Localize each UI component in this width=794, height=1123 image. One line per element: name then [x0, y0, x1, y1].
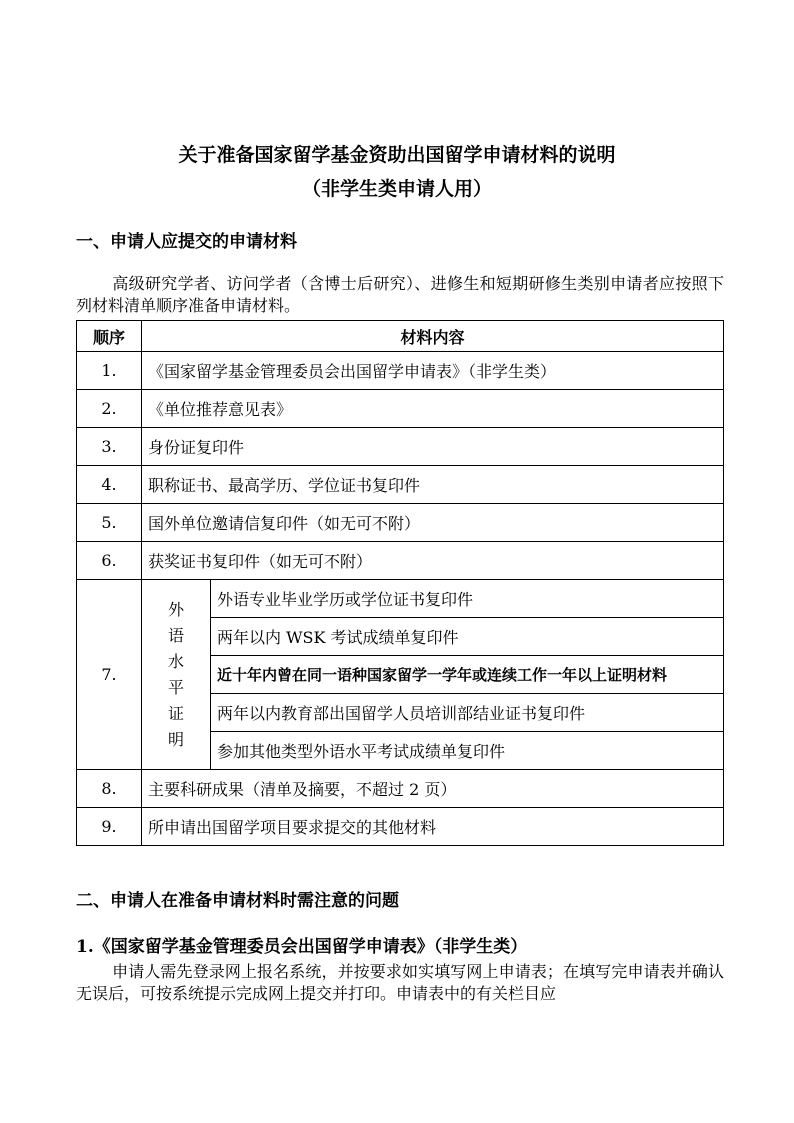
row-content: 职称证书、最高学历、学位证书复印件 [142, 466, 724, 504]
row-content: 国外单位邀请信复印件（如无可不附） [142, 504, 724, 542]
language-proof-category [142, 580, 211, 770]
language-proof-item: 参加其他类型外语水平考试成绩单复印件 [211, 732, 724, 770]
header-content: 材料内容 [142, 321, 724, 352]
row-number: 7. [77, 580, 142, 770]
document-subtitle: （非学生类申请人用） [301, 178, 492, 200]
section-heading-2: 二、申请人在准备申请材料时需注意的问题 [76, 891, 399, 911]
category-label: 外语水平证明 [168, 599, 185, 749]
row-content: 《单位推荐意见表》 [142, 390, 724, 428]
row-number: 1. [77, 352, 142, 390]
table-row [77, 808, 724, 846]
language-proof-item: 两年以内 WSK 考试成绩单复印件 [211, 618, 724, 656]
table-row [77, 542, 724, 580]
row-number: 8. [77, 770, 142, 808]
row-number: 2. [77, 390, 142, 428]
row-content: 所申请出国留学项目要求提交的其他材料 [142, 808, 724, 846]
language-proof-item: 近十年内曾在同一语种国家留学一学年或连续工作一年以上证明材料 [211, 656, 724, 694]
subsection-heading-1: 1.《国家留学基金管理委员会出国留学申请表》（非学生类） [76, 937, 528, 957]
row-number: 3. [77, 428, 142, 466]
intro-text: 高级研究学者、访问学者（含博士后研究）、进修生和短期研修生类别申请者应按照下列材料清单顺序准备申请材料。 [76, 274, 724, 315]
section-heading-1: 一、申请人应提交的申请材料 [76, 232, 297, 252]
header-order: 顺序 [77, 321, 142, 352]
materials-table [76, 320, 724, 846]
language-proof-item: 外语专业毕业学历或学位证书复印件 [211, 580, 724, 618]
instruction-text: 申请人需先登录网上报名系统，并按要求如实填写网上申请表；在填写完申请表并确认无误后，可按系统提示完成网上提交并打印。申请表中的有关栏目应 [76, 962, 724, 1003]
row-number: 5. [77, 504, 142, 542]
table-row [77, 770, 724, 808]
table-row [77, 580, 724, 618]
table-row [77, 352, 724, 390]
document-title: 关于准备国家留学基金资助出国留学申请材料的说明 [178, 144, 616, 166]
row-number: 6. [77, 542, 142, 580]
table-row [77, 428, 724, 466]
row-content: 获奖证书复印件（如无可不附） [142, 542, 724, 580]
row-content: 主要科研成果（清单及摘要，不超过 2 页） [142, 770, 724, 808]
row-content: 《国家留学基金管理委员会出国留学申请表》（非学生类） [142, 352, 724, 390]
row-number: 9. [77, 808, 142, 846]
table-row [77, 390, 724, 428]
intro-paragraph [76, 273, 724, 317]
instruction-paragraph [76, 961, 724, 1005]
row-content: 身份证复印件 [142, 428, 724, 466]
row-number: 4. [77, 466, 142, 504]
table-row [77, 466, 724, 504]
table-row [77, 504, 724, 542]
table-header-row [77, 321, 724, 352]
language-proof-item: 两年以内教育部出国留学人员培训部结业证书复印件 [211, 694, 724, 732]
